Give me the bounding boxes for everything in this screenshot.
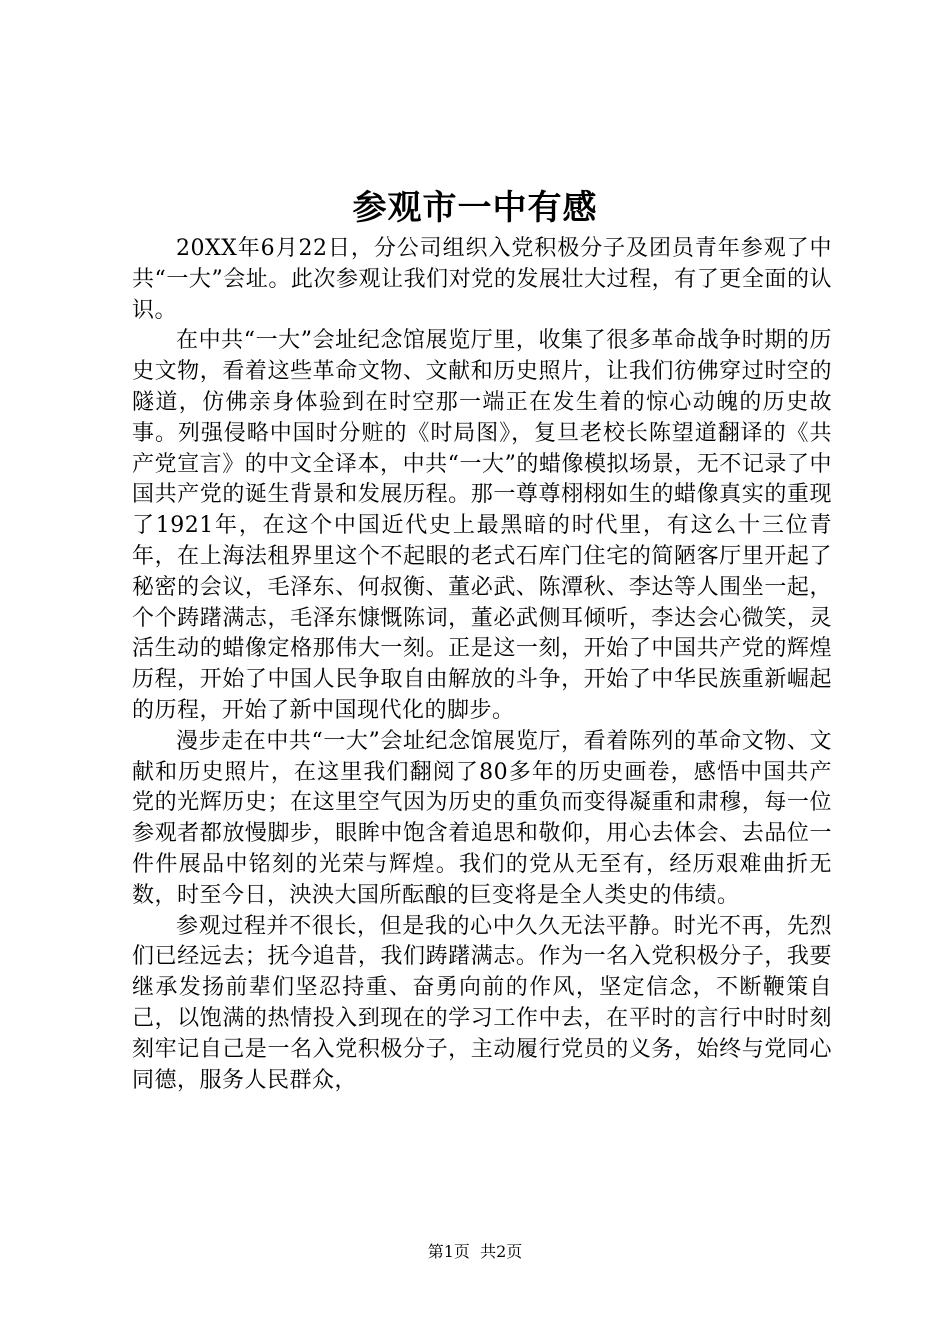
- document-body: [132, 234, 832, 1096]
- paragraph-2: 在中共“一大”会址纪念馆展览厅里，收集了很多革命战争时期的历史文物，看着这些革命文物、文献和历史照片，让我们彷佛穿过时空的隧道，仿佛亲身体验到在时空那一端正在发生着的惊心动魄的历史故事。列强侵略中国时分赃的《时局图》，复旦老校长陈望道翻译的《共产党宣言》的中文全译本，中共“一大”的蜡像模拟场景，无不记录了中国共产党的诞生背景和发展历程。那一尊尊栩栩如生的蜡像真实的重现了1921年，在这个中国近代史上最黑暗的时代里，有这么十三位青年，在上海法租界里这个不起眼的老式石库门住宅的简陋客厅里开起了秘密的会议，毛泽东、何叔衡、董必武、陈潭秋、李达等人围坐一起，个个踌躇满志，毛泽东慷慨陈词，董必武侧耳倾听，李达会心微笑，灵活生动的蜡像定格那伟大一刻。正是这一刻，开始了中国共产党的辉煌历程，开始了中国人民争取自由解放的斗争，开始了中华民族重新崛起的历程，开始了新中国现代化的脚步。: [132, 328, 832, 723]
- paragraph-1: 20XX年6月22日，分公司组织入党积极分子及团员青年参观了中共“一大”会址。此次参观让我们对党的发展壮大过程，有了更全面的认识。: [132, 236, 832, 323]
- page-footer: [0, 1241, 950, 1263]
- page-number-current: 第1页: [427, 1242, 470, 1261]
- page-number-total: 共2页: [480, 1242, 523, 1261]
- paragraph-3: 漫步走在中共“一大”会址纪念馆展览厅，看着陈列的革命文物、文献和历史照片，在这里我们翻阅了80多年的历史画卷，感悟中国共产党的光辉历史；在这里空气因为历史的重负而变得凝重和肃穆，每一位参观者都放慢脚步，眼眸中饱含着追思和敬仰，用心去体会、去品位一件件展品中铭刻的光荣与辉煌。我们的党从无至有，经历艰难曲折无数，时至今日，泱泱大国所酝酿的巨变将是全人类史的伟绩。: [132, 728, 832, 908]
- document-title: 参观市一中有感: [352, 188, 598, 228]
- footer-separator: [470, 1242, 480, 1261]
- paragraph-4: 参观过程并不很长，但是我的心中久久无法平静。时光不再，先烈们已经远去；抚今追昔，我们踌躇满志。作为一名入党积极分子，我要继承发扬前辈们坚忍持重、奋勇向前的作风，坚定信念，不断鞭策自己，以饱满的热情投入到现在的学习工作中去，在平时的言行中时时刻刻牢记自己是一名入党积极分子，主动履行党员的义务，始终与党同心同德，服务人民群众，: [132, 913, 832, 1093]
